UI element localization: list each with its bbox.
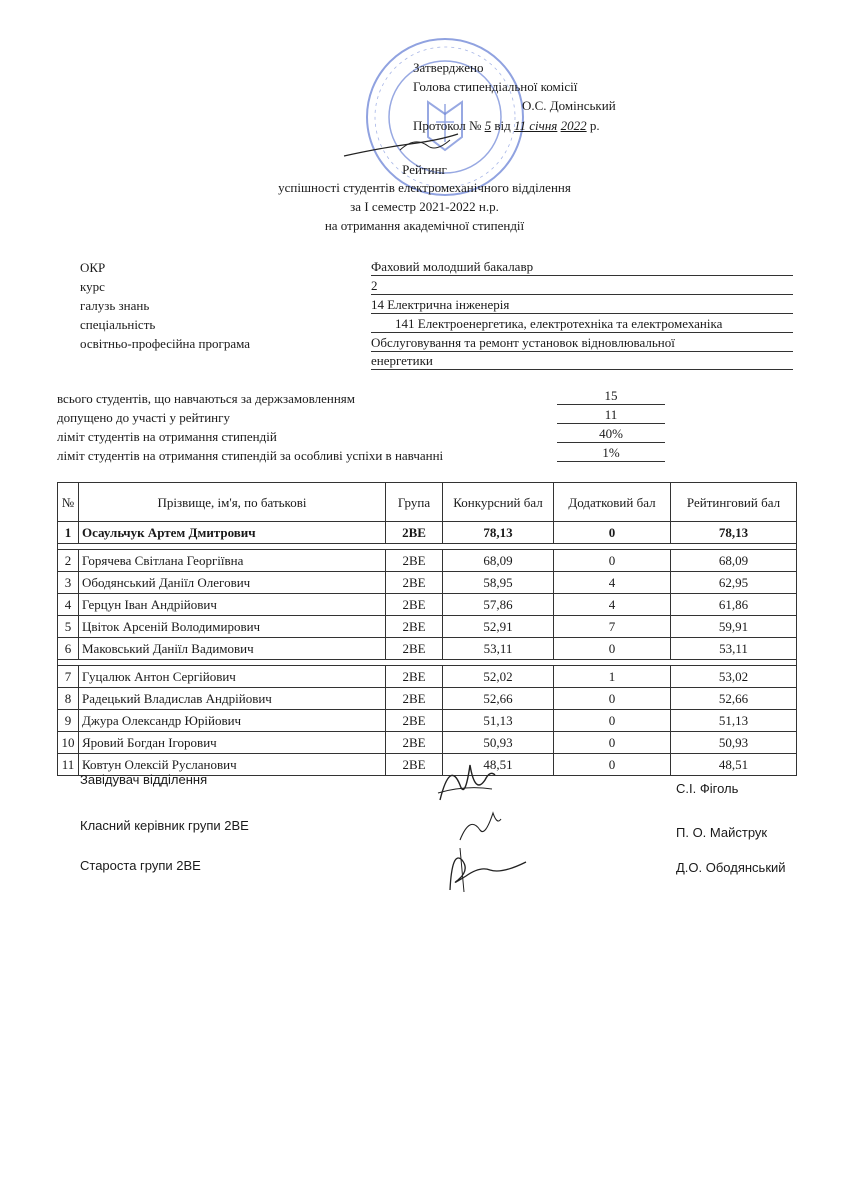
cell-number: 7 xyxy=(58,666,79,688)
cell-name: Горячева Світлана Георгіївна xyxy=(79,550,386,572)
cell-additional-score: 4 xyxy=(554,594,671,616)
cell-name: Ковтун Олексій Русланович xyxy=(79,754,386,776)
cell-competitive-score: 78,13 xyxy=(443,522,554,544)
cell-group: 2ВЕ xyxy=(386,666,443,688)
sign-name-head: С.І. Фіголь xyxy=(676,781,739,796)
cell-name: Радецький Владислав Андрійович xyxy=(79,688,386,710)
cell-competitive-score: 57,86 xyxy=(443,594,554,616)
protocol-number: 5 xyxy=(484,118,492,133)
doc-title: Рейтинг xyxy=(402,162,447,177)
approval-protocol: Протокол № 5 від 11 січня 2022 р. xyxy=(413,118,600,133)
stat-value-admitted: 11 xyxy=(557,407,665,424)
cell-competitive-score: 48,51 xyxy=(443,754,554,776)
cell-number: 11 xyxy=(58,754,79,776)
cell-name: Ободянський Даніїл Олегович xyxy=(79,572,386,594)
info-value-specialty: 141 Електроенергетика, електротехніка та електромеханіка xyxy=(371,315,793,333)
cell-additional-score: 4 xyxy=(554,572,671,594)
cell-number: 10 xyxy=(58,732,79,754)
cell-number: 6 xyxy=(58,638,79,660)
cell-group: 2ВЕ xyxy=(386,522,443,544)
cell-competitive-score: 58,95 xyxy=(443,572,554,594)
sign-role-monitor: Староста групи 2ВЕ xyxy=(80,858,201,873)
stat-label-limit: ліміт студентів на отримання стипендій xyxy=(57,429,277,444)
cell-rating-score: 59,91 xyxy=(671,616,797,638)
cell-name: Яровий Богдан Ігорович xyxy=(79,732,386,754)
col-header-name: Прізвище, ім'я, по батькові xyxy=(79,483,386,522)
info-value-program: Обслуговування та ремонт установок відновлювальної xyxy=(371,334,793,352)
cell-competitive-score: 52,02 xyxy=(443,666,554,688)
cell-additional-score: 0 xyxy=(554,550,671,572)
table-row xyxy=(58,638,797,660)
cell-group: 2ВЕ xyxy=(386,572,443,594)
table-row xyxy=(58,594,797,616)
info-label-course: курс xyxy=(80,279,105,294)
info-value-program-cont: енергетики xyxy=(371,352,793,370)
cell-group: 2ВЕ xyxy=(386,710,443,732)
doc-subtitle-3: на отримання академічної стипендії xyxy=(324,218,525,233)
cell-rating-score: 53,02 xyxy=(671,666,797,688)
cell-name: Маковський Даніїл Вадимович xyxy=(79,638,386,660)
cell-additional-score: 0 xyxy=(554,754,671,776)
cell-rating-score: 52,66 xyxy=(671,688,797,710)
info-label-specialty: спеціальність xyxy=(80,317,156,332)
cell-number: 5 xyxy=(58,616,79,638)
sign-role-curator: Класний керівник групи 2ВЕ xyxy=(80,818,249,833)
cell-additional-score: 0 xyxy=(554,638,671,660)
table-row xyxy=(58,616,797,638)
cell-group: 2ВЕ xyxy=(386,732,443,754)
cell-number: 8 xyxy=(58,688,79,710)
col-header-group: Група xyxy=(386,483,443,522)
cell-additional-score: 1 xyxy=(554,666,671,688)
table-header-row xyxy=(58,483,797,522)
cell-name: Гуцалюк Антон Сергійович xyxy=(79,666,386,688)
cell-group: 2ВЕ xyxy=(386,594,443,616)
cell-competitive-score: 68,09 xyxy=(443,550,554,572)
cell-rating-score: 78,13 xyxy=(671,522,797,544)
table-row xyxy=(58,688,797,710)
info-value-okr: Фаховий молодший бакалавр xyxy=(371,258,793,276)
cell-number: 2 xyxy=(58,550,79,572)
table-row xyxy=(58,522,797,544)
table-row xyxy=(58,710,797,732)
approval-role: Голова стипендіальної комісії xyxy=(413,79,578,94)
cell-additional-score: 0 xyxy=(554,710,671,732)
col-header-additional-score: Додатковий бал xyxy=(554,483,671,522)
cell-group: 2ВЕ xyxy=(386,688,443,710)
curator-signature-icon xyxy=(455,805,505,845)
approval-title: Затверджено xyxy=(413,60,484,75)
rating-table xyxy=(57,482,797,776)
info-label-okr: ОКР xyxy=(80,260,106,275)
cell-name: Осаульчук Артем Дмитрович xyxy=(79,522,386,544)
cell-additional-score: 0 xyxy=(554,688,671,710)
cell-competitive-score: 51,13 xyxy=(443,710,554,732)
stat-value-total: 15 xyxy=(557,388,665,405)
cell-competitive-score: 50,93 xyxy=(443,732,554,754)
sign-role-head: Завідувач відділення xyxy=(80,772,208,787)
cell-competitive-score: 52,91 xyxy=(443,616,554,638)
cell-number: 1 xyxy=(58,522,79,544)
cell-group: 2ВЕ xyxy=(386,616,443,638)
sign-name-monitor: Д.О. Ободянський xyxy=(676,860,786,875)
col-header-number: № xyxy=(58,483,79,522)
cell-additional-score: 7 xyxy=(554,616,671,638)
cell-rating-score: 48,51 xyxy=(671,754,797,776)
cell-group: 2ВЕ xyxy=(386,754,443,776)
doc-subtitle-2: за І семестр 2021-2022 н.р. xyxy=(350,199,499,214)
cell-group: 2ВЕ xyxy=(386,550,443,572)
table-row xyxy=(58,666,797,688)
cell-name: Джура Олександр Юрійович xyxy=(79,710,386,732)
table-row xyxy=(58,550,797,572)
info-label-field: галузь знань xyxy=(80,298,150,313)
cell-rating-score: 51,13 xyxy=(671,710,797,732)
approval-name: О.С. Домінський xyxy=(522,98,616,113)
chairman-signature-icon xyxy=(340,130,460,160)
cell-rating-score: 68,09 xyxy=(671,550,797,572)
cell-number: 3 xyxy=(58,572,79,594)
table-row xyxy=(58,572,797,594)
table-row xyxy=(58,732,797,754)
info-value-course: 2 xyxy=(371,277,793,295)
cell-competitive-score: 53,11 xyxy=(443,638,554,660)
stat-label-admitted: допущено до участі у рейтингу xyxy=(57,410,230,425)
stat-label-total: всього студентів, що навчаються за держзамовленням xyxy=(57,391,355,406)
cell-additional-score: 0 xyxy=(554,522,671,544)
cell-name: Герцун Іван Андрійович xyxy=(79,594,386,616)
doc-subtitle-1: успішності студентів електромеханічного відділення xyxy=(278,180,571,195)
protocol-date: 11 січня xyxy=(513,118,558,133)
stat-label-limit-special: ліміт студентів на отримання стипендій за особливі успіхи в навчанні xyxy=(57,448,444,463)
cell-rating-score: 62,95 xyxy=(671,572,797,594)
cell-competitive-score: 52,66 xyxy=(443,688,554,710)
stat-value-limit: 40% xyxy=(557,426,665,443)
cell-rating-score: 61,86 xyxy=(671,594,797,616)
cell-number: 4 xyxy=(58,594,79,616)
col-header-competitive-score: Конкурсний бал xyxy=(443,483,554,522)
cell-number: 9 xyxy=(58,710,79,732)
info-label-program: освітньо-професійна програма xyxy=(80,336,250,351)
cell-rating-score: 53,11 xyxy=(671,638,797,660)
cell-additional-score: 0 xyxy=(554,732,671,754)
col-header-rating-score: Рейтинговий бал xyxy=(671,483,797,522)
cell-rating-score: 50,93 xyxy=(671,732,797,754)
cell-name: Цвіток Арсеній Володимирович xyxy=(79,616,386,638)
protocol-year: 2022 xyxy=(560,118,587,133)
monitor-signature-icon xyxy=(440,840,530,895)
stat-value-limit-special: 1% xyxy=(557,445,665,462)
info-value-field: 14 Електрична інженерія xyxy=(371,296,793,314)
cell-group: 2ВЕ xyxy=(386,638,443,660)
sign-name-curator: П. О. Майструк xyxy=(676,825,768,840)
